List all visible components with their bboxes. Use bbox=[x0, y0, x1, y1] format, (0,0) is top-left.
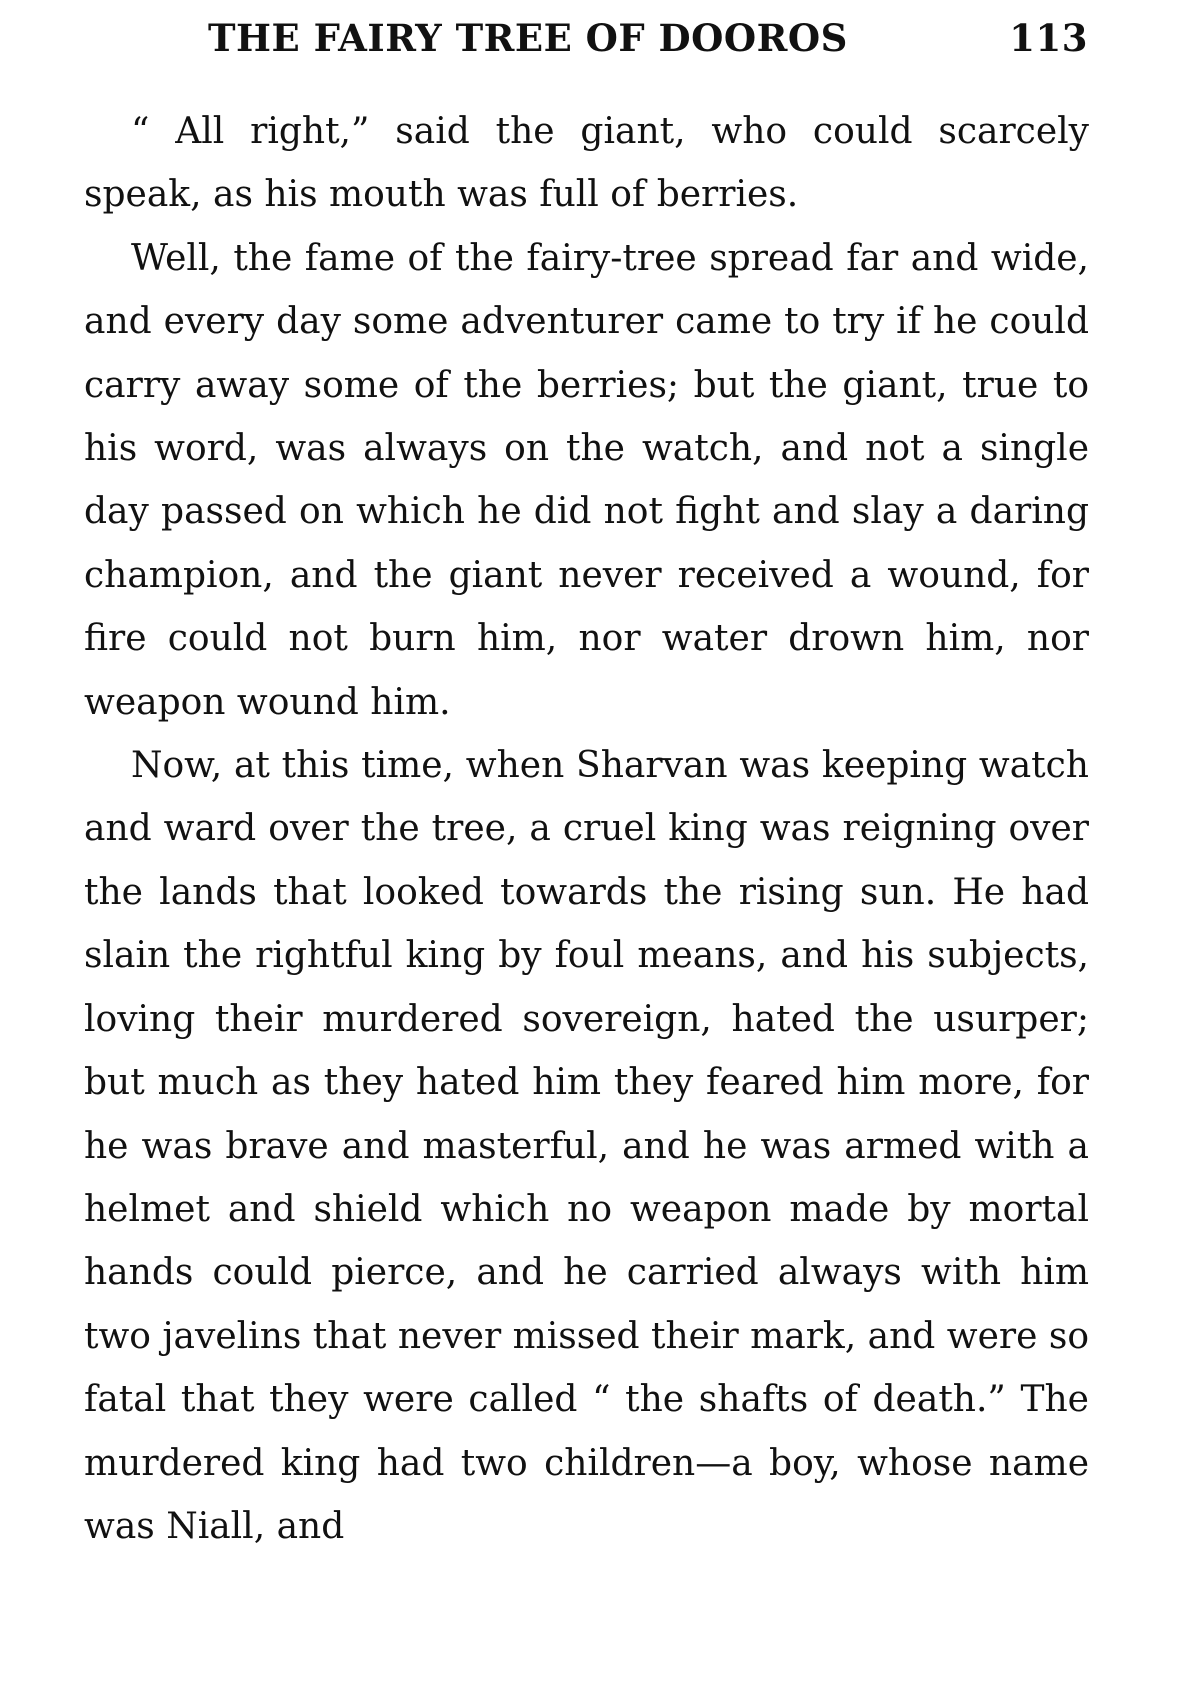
running-head bbox=[208, 16, 1088, 66]
body-text bbox=[84, 100, 1089, 1558]
paragraph: Well, the fame of the fairy-tree spread far and wide, and every day some adventurer came to try if he could carry away some of the berries; but the giant, true to his word, was always on the watch, and not a single day passed on which he did not fight and slay a daring champion, and the giant never received a wound, for fire could not burn him, nor water drown him, nor weapon wound him. bbox=[84, 237, 1089, 723]
paragraph: Now, at this time, when Sharvan was keeping watch and ward over the tree, a cruel king was reigning over the lands that looked towards the rising sun. He had slain the rightful king by foul means, and his subjects, loving their murdered sovereign, hated the usurper; but much as they hated him they feared him more, for he was brave and masterful, and he was armed with a helmet and shield which no weapon made by mortal hands could pierce, and he carried always with him two javelins that never missed their mark, and were so fatal that they were called “ the shafts of death.” The murdered king had two children—a boy, whose name was Niall, and bbox=[84, 745, 1089, 1547]
page-number: 113 bbox=[1009, 16, 1088, 60]
running-title: THE FAIRY TREE OF DOOROS bbox=[208, 16, 848, 60]
paragraph: “ All right,” said the giant, who could scarcely speak, as his mouth was full of berries. bbox=[84, 111, 1089, 216]
